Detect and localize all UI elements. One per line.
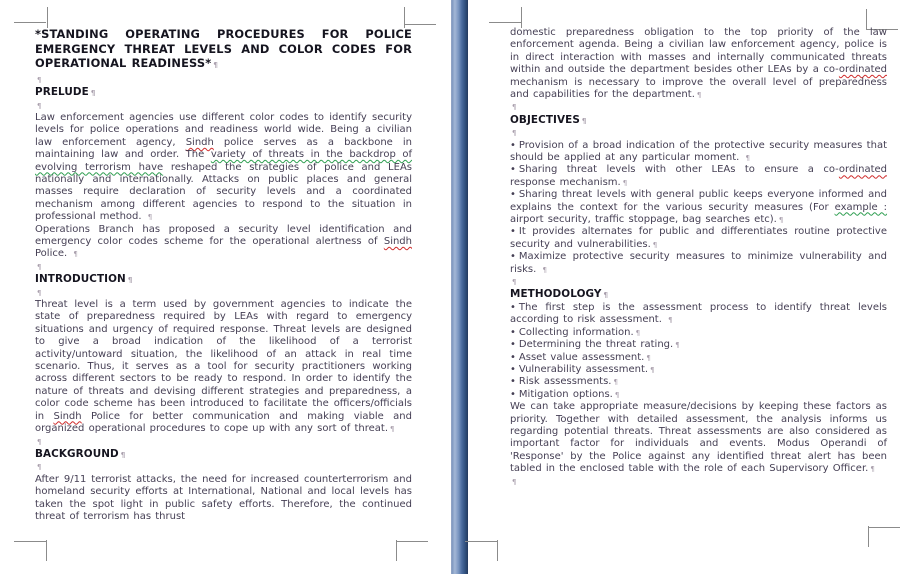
text-run: BACKGROUND [35, 447, 119, 460]
text-run: After 9/11 terrorist attacks, the need for increased counterterrorism and homeland security efforts at International, National and local levels has taken the spot light in public safety efforts. Therefore, the continued threat of terrorism has thrust [35, 473, 412, 522]
paragraph-mark-line [35, 287, 412, 299]
paragraph [510, 401, 887, 475]
paragraph-mark-icon: ¶ [696, 91, 702, 100]
bullet-item [510, 140, 887, 165]
bullet-icon: • [510, 388, 516, 400]
text-run: Mitigation options. [518, 388, 613, 400]
paragraph-mark-icon: ¶ [603, 291, 609, 300]
text-run: airport security, traffic stoppage, bag searches etc). [510, 214, 777, 226]
bullet-icon: • [510, 363, 516, 375]
text-boundary-mark-top-left-h [489, 22, 521, 23]
bullet-icon: • [510, 301, 516, 313]
paragraph-mark-icon: ¶ [37, 262, 42, 271]
text-run: METHODOLOGY [510, 288, 602, 301]
text-run: Police for better communication and making viable and organized operational procedures to cope up with any sort of threat. [35, 410, 412, 435]
bullet-item [510, 364, 887, 376]
text-boundary-mark-top-right-v [404, 7, 405, 28]
paragraph-mark-line [510, 476, 887, 488]
text-boundary-mark-bottom-left-h [14, 541, 46, 542]
paragraph-mark-icon: ¶ [512, 103, 517, 112]
bullet-icon: • [510, 139, 516, 151]
text-run: It provides alternates for public and differentiates routine protective security and vulnerabilities. [510, 226, 887, 250]
bullet-icon: • [510, 376, 516, 388]
paragraph [35, 299, 412, 435]
text-run: Determining the threat rating. [518, 339, 674, 351]
document-title [35, 27, 412, 73]
paragraph-mark-icon: ¶ [675, 341, 680, 350]
paragraph-mark-icon: ¶ [37, 75, 42, 84]
text-boundary-mark-bottom-right-v [396, 540, 397, 561]
spellcheck-flagged-text: ordinated [838, 164, 887, 176]
text-run: Operations Branch has proposed a security level identification and emergency color codes scheme for the operational alertness of [35, 223, 412, 248]
paragraph-mark-line [35, 461, 412, 473]
bullet-item [510, 327, 887, 339]
text-run: Sharing threat levels with other LEAs to ensure a co- [518, 164, 839, 176]
paragraph-mark-icon: ¶ [622, 178, 628, 187]
paragraph-mark-icon: ¶ [512, 278, 517, 287]
section-heading [510, 114, 887, 127]
bullet-item [510, 164, 887, 189]
bullet-item [510, 339, 887, 351]
paragraph-mark-icon: ¶ [581, 116, 587, 125]
text-run: *STANDING OPERATING PROCEDURES FOR POLICE EMERGENCY THREAT LEVELS AND COLOR CODES FOR OPERATIONAL READINESS* [35, 27, 412, 71]
paragraph-mark-icon: ¶ [147, 213, 153, 222]
text-run: Police. [35, 248, 72, 260]
spellcheck-flagged-text: ordinated [838, 64, 887, 76]
paragraph-mark-icon: ¶ [635, 328, 641, 337]
paragraph-mark-line [35, 261, 412, 273]
text-run: response mechanism. [510, 176, 621, 188]
bullet-icon: • [510, 189, 516, 201]
bullet-item [510, 376, 887, 388]
bullet-icon: • [510, 226, 516, 238]
spellcheck-flagged-text: Sindh [185, 136, 214, 148]
bullet-icon: • [510, 164, 516, 176]
text-boundary-mark-bottom-left-v [46, 540, 47, 561]
paragraph [510, 27, 887, 101]
text-run: We can take appropriate measure/decisions by keeping these factors as priority. Together with detailed assessment, the analysis informs us regarding potential threats. Threat assessments are also considered as important factor for individuals and events. Modus Operandi of 'Response' by the Police against any identified threat alert has been tabled in the enclosed table with the role of each Supervisory Officer. [510, 401, 887, 475]
text-run: Asset value assessment. [518, 351, 645, 363]
text-boundary-mark-bottom-left-h [465, 541, 497, 542]
text-boundary-mark-top-left-h [14, 22, 46, 23]
section-heading [35, 273, 412, 286]
paragraph-mark-line [510, 101, 887, 113]
text-run: OBJECTIVES [510, 113, 580, 126]
paragraph [35, 224, 412, 261]
paragraph-mark-icon: ¶ [668, 316, 673, 325]
paragraph-mark-icon: ¶ [390, 425, 395, 434]
paragraph-mark-icon: ¶ [127, 276, 133, 285]
text-boundary-mark-top-left-v [521, 7, 522, 28]
paragraph-mark-icon: ¶ [213, 61, 218, 70]
paragraph-mark-icon: ¶ [37, 288, 42, 297]
text-run: INTRODUCTION [35, 273, 126, 286]
text-boundary-mark-bottom-right-h [868, 527, 900, 528]
paragraph-mark-icon: ¶ [37, 101, 42, 110]
paragraph-mark-icon: ¶ [650, 365, 655, 374]
paragraph-mark-icon: ¶ [90, 89, 96, 98]
bullet-item [510, 251, 887, 276]
bullet-item [510, 226, 887, 251]
page-divider-bar [451, 0, 468, 574]
paragraph-mark-icon: ¶ [778, 216, 784, 225]
page-2-text-area [510, 27, 887, 488]
paragraph-mark-icon: ¶ [542, 265, 547, 274]
text-run: police serves as a backbone in maintaining law and order. The [35, 136, 412, 161]
text-run: Vulnerability assessment. [518, 363, 649, 375]
text-boundary-mark-bottom-left-v [497, 540, 498, 561]
bullet-item [510, 352, 887, 364]
text-run: mechanism is necessary to improve the overall level of preparedness and capabilities for the department. [510, 76, 887, 101]
section-heading [35, 86, 412, 99]
grammar-flagged-text: example : [834, 201, 888, 213]
text-run: Provision of a broad indication of the protective security measures that should be applied at any particular moment. [510, 139, 887, 164]
bullet-icon: • [510, 326, 516, 338]
section-heading [35, 448, 412, 461]
text-run: PRELUDE [35, 86, 89, 99]
bullet-item [510, 389, 887, 401]
text-boundary-mark-top-right-h [404, 24, 436, 25]
paragraph-mark-icon: ¶ [646, 353, 651, 362]
paragraph-mark-icon: ¶ [614, 390, 620, 399]
text-run: Threat level is a term used by government agencies to indicate the state of preparedness required by LEAs with regard to emergency situations and urgency of required response. Threat levels are designed to give a broad indication of the likelihood of a terrorist activity/untoward situation, the likelihood of an attack in real time scenario. Thus, it serves as a tool for security practitioners working across different sectors to be ready to respond. In order to identify the nature of threats and devising different strategies and preparedness, a color code scheme has been introduced to facilitate the officers/officials in [35, 299, 412, 422]
paragraph-mark-icon: ¶ [120, 450, 126, 459]
bullet-icon: • [510, 251, 516, 263]
text-run: Collecting information. [518, 326, 634, 338]
paragraph-mark-line [35, 100, 412, 112]
paragraph-mark-line [35, 74, 412, 86]
bullet-icon: • [510, 351, 516, 363]
text-boundary-mark-top-left-v [47, 7, 48, 28]
page-1-text-area [35, 27, 412, 523]
paragraph-mark-icon: ¶ [512, 477, 517, 486]
paragraph-mark-icon: ¶ [745, 154, 750, 163]
paragraph [35, 112, 412, 224]
paragraph-mark-icon: ¶ [37, 437, 42, 446]
spellcheck-flagged-text: Sindh [53, 410, 82, 422]
bullet-item [510, 189, 887, 226]
paragraph-mark-line [510, 127, 887, 139]
text-boundary-mark-bottom-right-v [868, 526, 869, 547]
text-run: domestic preparedness obligation to the top priority of the law enforcement agenda. Being a civilian law enforcement agency, police is in direct interaction with masses and internally communicated threats within and outside the department besides other LEAs by a co- [510, 27, 887, 76]
text-run: reshaped the strategies of police and LEAs nationally and internationally. Attacks on public places and general masses require declaration of security levels and a coordinated mechanism among different agencies to respond to the situation in professional method. [35, 161, 412, 223]
text-run: Law enforcement agencies use different color codes to identify security levels for police operations and readiness world wide. Being a civilian law enforcement agency, [35, 111, 412, 148]
paragraph [35, 474, 412, 524]
bullet-item [510, 302, 887, 327]
grammar-flagged-text: variety of threats in the backdrop of evolving terrorism have [35, 149, 412, 173]
paragraph-mark-icon: ¶ [512, 129, 517, 138]
text-run: The first step is the assessment process to identify threat levels according to risk assessment. [510, 301, 887, 326]
paragraph-mark-icon: ¶ [613, 378, 618, 387]
paragraph-mark-icon: ¶ [870, 465, 875, 474]
section-heading [510, 288, 887, 301]
bullet-icon: • [510, 339, 516, 351]
text-run: Maximize protective security measures to minimize vulnerability and risks. [510, 251, 887, 275]
paragraph-mark-line [35, 436, 412, 448]
paragraph-mark-line [510, 276, 887, 288]
paragraph-mark-icon: ¶ [652, 240, 658, 249]
paragraph-mark-icon: ¶ [37, 463, 42, 472]
text-run: Sharing threat levels with general public keeps everyone informed and explains the context for the various security measures (For [510, 189, 887, 213]
spellcheck-flagged-text: Sindh [383, 236, 412, 248]
text-boundary-mark-bottom-right-h [396, 541, 428, 542]
text-run: Risk assessments. [518, 376, 612, 388]
paragraph-mark-icon: ¶ [73, 250, 78, 259]
